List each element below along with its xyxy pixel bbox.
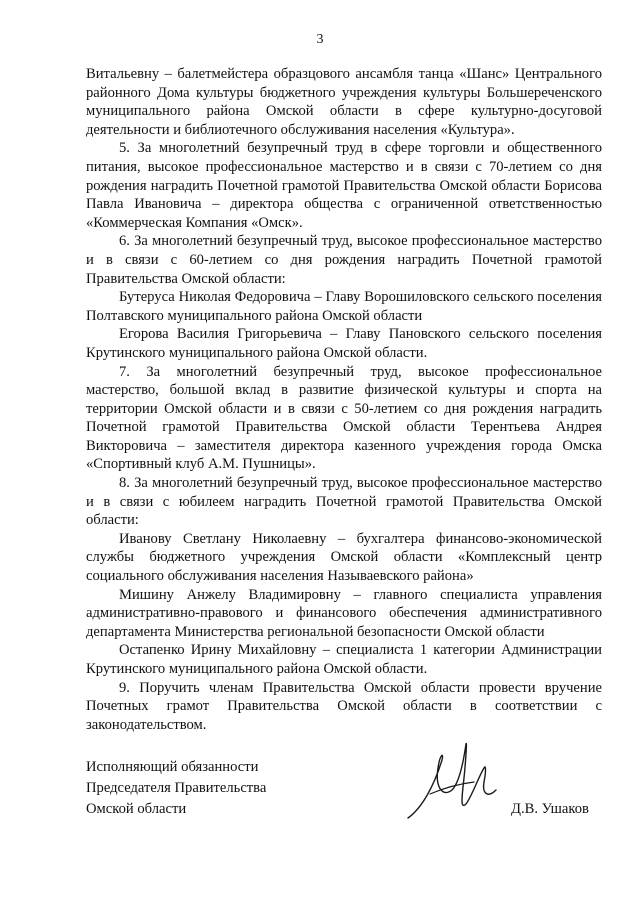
paragraph-awardee-mishina: Мишину Анжелу Владимировну – главного специалиста управления административно-правового и финансового обеспечения административного департамента Министерства региональной безопасности Омской области (86, 586, 602, 640)
paragraph-item-9: 9. Поручить членам Правительства Омской области провести вручение Почетных грамот Правительства Омской области в соответствии с законодательством. (86, 679, 602, 733)
document-body (86, 65, 602, 734)
signatory-title-line: Председателя Правительства (86, 780, 267, 796)
paragraph-item-6: 6. За многолетний безупречный труд, высокое профессиональное мастерство и в связи с 60-летием со дня рождения наградить Почетной грамотой Правительства Омской области: (86, 233, 602, 287)
signatory-name: Д.В. Ушаков (511, 801, 589, 817)
paragraph-item-7: 7. За многолетний безупречный труд, высокое профессиональное мастерство, большой вклад в развитие физической культуры и спорта на территории Омской области и в связи с 50-летием со дня рождения наградить Почетной грамотой Правительства Омской области Терентьева Андрея Викторовича – заместителя директора казенного учреждения города Омска «Спортивный клуб А.М. Пушницы». (86, 363, 602, 473)
paragraph-item-5: 5. За многолетний безупречный труд в сфере торговли и общественного питания, высокое профессиональное мастерство и в связи с 70-летием со дня рождения наградить Почетной грамотой Правительства Омской области Борисова Павла Ивановича – директора общества с ограниченной ответственностью «Коммерческая Компания «Омск». (86, 140, 602, 231)
paragraph-awardee-egorov: Егорова Василия Григорьевича – Главу Пановского сельского поселения Крутинского муниципального района Омской области. (86, 326, 602, 361)
paragraph-awardee-ivanova: Иванову Светлану Николаевну – бухгалтера финансово-экономической службы бюджетного учреждения Омской области «Комплексный центр социального обслуживания населения Называевского района» (86, 530, 602, 585)
paragraph-item-8: 8. За многолетний безупречный труд, высокое профессиональное мастерство и в связи с юбилеем наградить Почетной грамотой Правительства Омской области: (86, 475, 602, 529)
paragraph-award-continuation: Витальевну – балетмейстера образцового ансамбля танца «Шанс» Центрального районного Дома культуры бюджетного учреждения культуры Большереченского муниципального района Омской области в сфере культурно-досуговой деятельности и библиотечного обслуживания населения «Культура». (86, 66, 602, 138)
paragraph-awardee-buterus: Бутеруса Николая Федоровича – Главу Ворошиловского сельского поселения Полтавского муниципального района Омской области (86, 289, 602, 324)
page-number: 3 (316, 32, 324, 47)
signatory-title-line: Исполняющий обязанности (86, 759, 259, 775)
paragraph-awardee-ostapenko: Остапенко Ирину Михайловну – специалиста 1 категории Администрации Крутинского муниципального района Омской области. (86, 642, 602, 677)
signatory-title-line: Омской области (86, 801, 187, 817)
signatory-title (86, 757, 266, 820)
handwritten-signature (400, 738, 510, 826)
